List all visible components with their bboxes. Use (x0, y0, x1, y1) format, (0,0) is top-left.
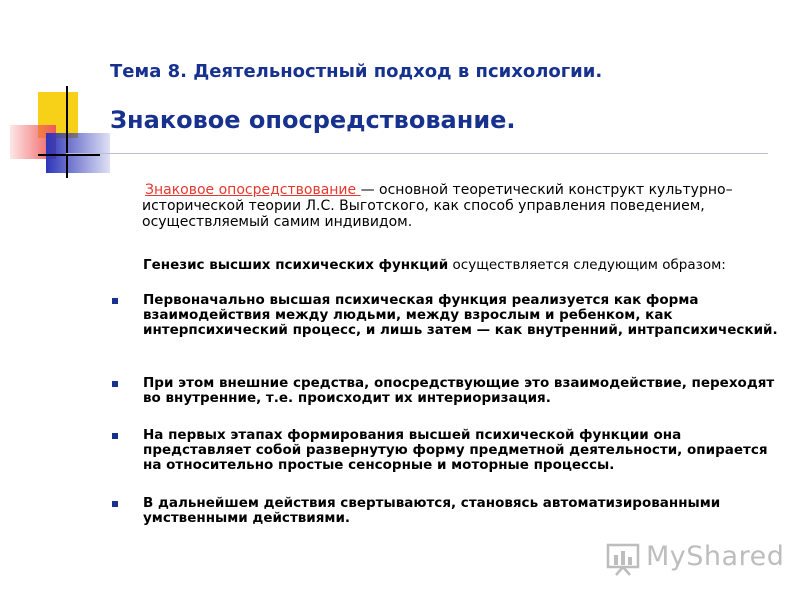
bullet-text: Первоначально высшая психическая функция реализуется как форма взаимодействия между людьми, между взрослым и ребенком, как интерпсихический процесс, и лишь затем — как внутренний, интрапсихический. (143, 292, 778, 338)
bullet-square-icon (112, 381, 118, 387)
term-link[interactable]: Знаковое опосредствование (145, 182, 361, 198)
bullet-text: На первых этапах формирования высшей психической функции она представляет собой развернутую форму предметной деятельности, опирается на относительно простые сенсорные и моторные процессы. (143, 427, 768, 473)
bullet-item-2 (143, 376, 783, 406)
title-divider (66, 153, 768, 154)
slide-subtitle: Знаковое опосредствование. (110, 106, 516, 134)
bullet-square-icon (112, 298, 118, 304)
logo-text: MyShared (646, 541, 785, 572)
bullet-item-3 (143, 428, 783, 473)
bullet-item-4 (143, 496, 783, 526)
genesis-line (143, 257, 783, 273)
slide-title: Тема 8. Деятельностный подход в психологии. (110, 61, 603, 82)
genesis-bold: Генезис высших психических функций (143, 257, 449, 273)
bullet-text: В дальнейшем действия свертываются, становясь автоматизированными умственными действиями. (143, 495, 721, 526)
bullet-item-1 (143, 293, 783, 338)
definition-paragraph (142, 182, 782, 230)
watermark-logo (606, 537, 785, 575)
bullet-text: При этом внешние средства, опосредствующие это взаимодействие, переходят во внутренние, т.е. происходит их интериоризация. (143, 375, 775, 406)
definition-text: — основной теоретический конструкт культурно–исторической теории Л.С. Выготского, как способ управления поведением, осуществляемый самим индивидом. (142, 182, 733, 230)
genesis-text: осуществляется следующим образом: (448, 257, 726, 273)
bullet-square-icon (112, 433, 118, 439)
bullet-square-icon (112, 501, 118, 507)
chart-board-icon (606, 539, 644, 577)
